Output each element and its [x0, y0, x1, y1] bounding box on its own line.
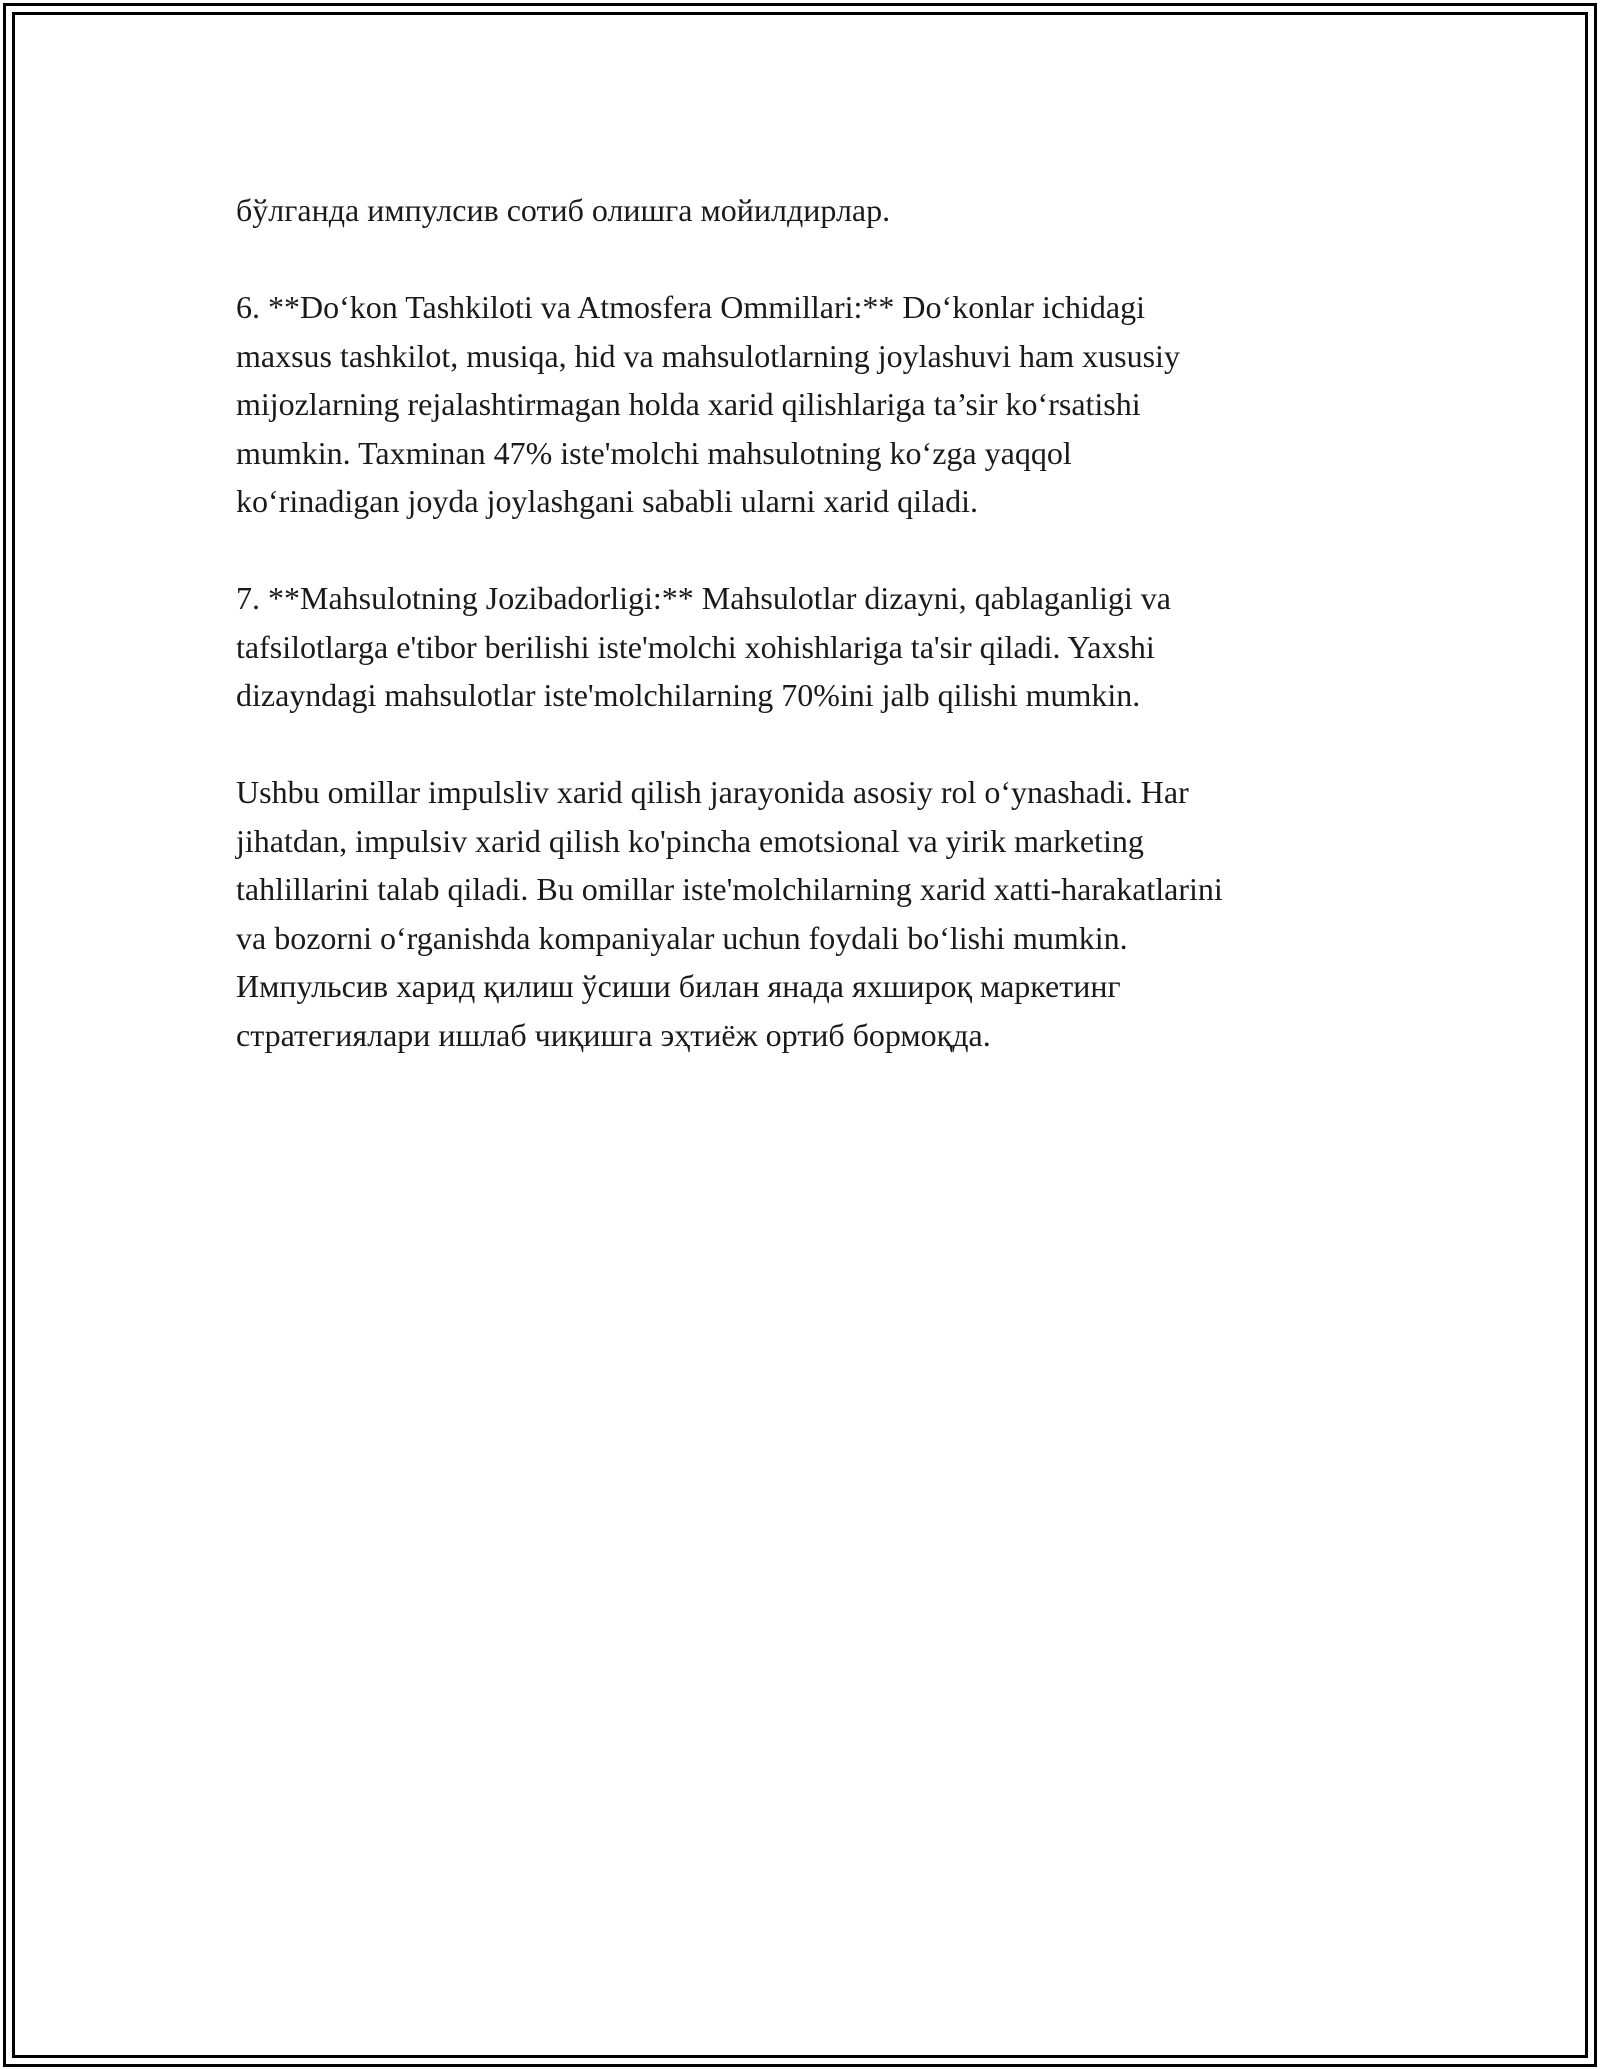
document-body	[236, 186, 1386, 1108]
text-line: 6. **Do‘kon Tashkiloti va Atmosfera Ommillari:** Do‘konlar ichidagi	[236, 289, 1146, 325]
paragraph-item-7	[236, 574, 1386, 720]
paragraph-item-6	[236, 283, 1386, 526]
text-line: dizayndagi mahsulotlar iste'molchilarning 70%ini jalb qilishi mumkin.	[236, 677, 1141, 713]
text-line: tahlillarini talab qiladi. Bu omillar iste'molchilarning xarid xatti-harakatlarini	[236, 871, 1223, 907]
text-line: ko‘rinadigan joyda joylashgani sababli ularni xarid qiladi.	[236, 483, 979, 519]
text-line: mumkin. Taxminan 47% iste'molchi mahsulotning ko‘zga yaqqol	[236, 434, 1072, 471]
text-line: jihatdan, impulsiv xarid qilish ko'pincha emotsional va yirik marketing	[236, 822, 1144, 859]
paragraph-continuation	[236, 186, 1386, 235]
text-line: tafsilotlarga e'tibor berilishi iste'molchi xohishlariga ta'sir qiladi. Yaxshi	[236, 628, 1155, 665]
text-line: maxsus tashkilot, musiqa, hid va mahsulotlarning joylashuvi ham xususiy	[236, 337, 1180, 374]
text-line: стратегиялари ишлаб чиқишга эҳтиёж ортиб бормоқда.	[236, 1016, 991, 1053]
text-line: бўлганда импулсив сотиб олишга мойилдирлар.	[236, 192, 891, 228]
text-line: 7. **Mahsulotning Jozibadorligi:** Mahsulotlar dizayni, qablaganligi va	[236, 580, 1171, 616]
text-line: Импульсив харид қилиш ўсиши билан янада яхшироқ маркетинг	[236, 968, 1121, 1004]
text-line: va bozorni o‘rganishda kompaniyalar uchun foydali bo‘lishi mumkin.	[236, 919, 1128, 956]
text-line: Ushbu omillar impulsliv xarid qilish jarayonida asosiy rol o‘ynashadi. Har	[236, 774, 1189, 810]
paragraph-conclusion	[236, 768, 1386, 1059]
text-line: mijozlarning rejalashtirmagan holda xarid qilishlariga ta’sir ko‘rsatishi	[236, 386, 1141, 422]
